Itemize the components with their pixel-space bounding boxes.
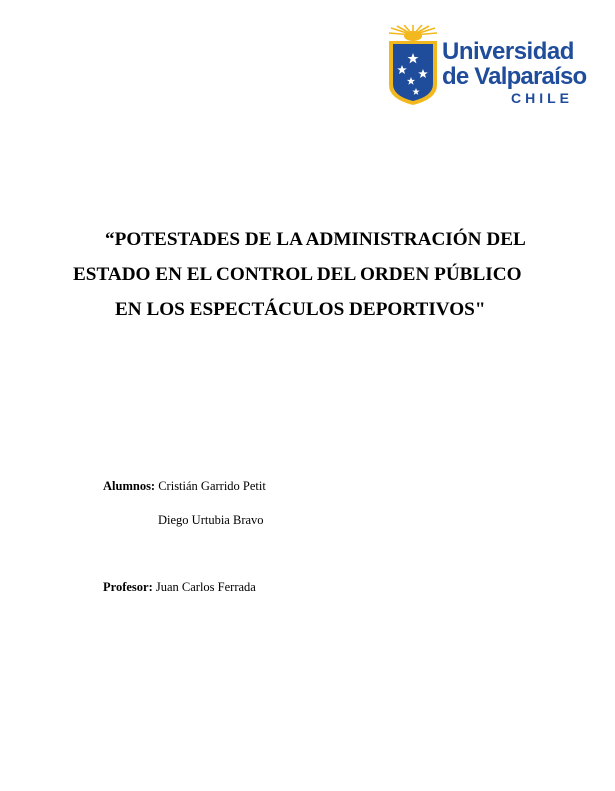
logo-line-chile: CHILE: [511, 90, 573, 106]
university-logo: [387, 25, 587, 117]
students-row: [103, 479, 266, 494]
university-name: [442, 38, 587, 107]
logo-line-valparaiso: de Valparaíso: [442, 63, 587, 90]
title-line-1: “POTESTADES DE LA ADMINISTRACIÓN DEL: [105, 229, 526, 250]
professor-row: [103, 580, 256, 595]
students-row-2: [158, 513, 264, 528]
student-name: Cristián Garrido Petit: [158, 479, 266, 493]
students-label: Alumnos:: [103, 479, 159, 493]
student-name: Diego Urtubia Bravo: [158, 513, 264, 527]
title-line-2: ESTADO EN EL CONTROL DEL ORDEN PÚBLICO: [73, 264, 522, 285]
professor-label: Profesor:: [103, 580, 156, 594]
title-line-3: EN LOS ESPECTÁCULOS DEPORTIVOS": [115, 299, 486, 320]
professor-name: Juan Carlos Ferrada: [155, 580, 256, 594]
university-shield-icon: [387, 25, 439, 107]
logo-line-universidad: Universidad: [442, 38, 574, 65]
